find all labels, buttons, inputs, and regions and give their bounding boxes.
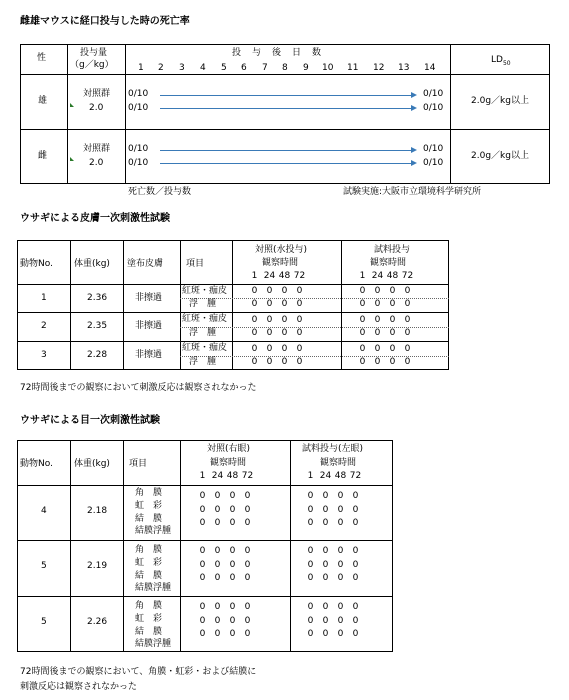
mortality-day1: 0/10 bbox=[128, 103, 149, 113]
ld50-header: $LD_{50}$ bbox=[491, 55, 511, 67]
days-header: 投 与 後 日 数 bbox=[232, 48, 323, 58]
mouse-test-title: 雌雄マウスに経口投与した時の死亡率 bbox=[20, 16, 190, 27]
mortality-day14: 0/10 bbox=[423, 103, 444, 113]
animal-no-header: 動物No. bbox=[20, 459, 53, 469]
table-row: 4 2.18 角 膜 虹 彩 結 膜 結膜浮腫 bbox=[41, 488, 172, 536]
observation-time-header: 観察時間 bbox=[320, 458, 357, 468]
table-row: 3 2.28 非擦過 紅斑・痂皮 浮 腫 bbox=[41, 343, 228, 367]
mortality-day1: 0/10 bbox=[128, 158, 149, 168]
test-header: 試料投与 bbox=[374, 245, 411, 255]
arrow-line bbox=[160, 95, 415, 96]
control-header: 対照(水投与) bbox=[255, 245, 308, 255]
mortality-day1: 0/10 bbox=[128, 144, 149, 154]
footnote-institute: 試験実施:大阪市立環境科学研究所 bbox=[343, 187, 482, 197]
observation-time-header: 観察時間 bbox=[370, 258, 407, 268]
dose-header: 投与量 bbox=[80, 48, 108, 58]
test-eye-header: 試料投与(左眼) bbox=[302, 444, 364, 454]
item-header: 項目 bbox=[186, 259, 205, 269]
dose-value: 2.0 bbox=[89, 103, 104, 113]
table-row: 1 2.36 非擦過 紅斑・痂皮 浮 腫 bbox=[41, 286, 228, 309]
sex-header: 性 bbox=[37, 53, 47, 63]
footnote-mortality: 死亡数／投与数 bbox=[128, 187, 192, 197]
table-row: 5 2.19 角 膜 虹 彩 結 膜 結膜浮腫 bbox=[41, 545, 172, 593]
skin-header: 塗布皮膚 bbox=[127, 259, 164, 269]
arrow-line bbox=[160, 163, 415, 164]
observation-time-header: 観察時間 bbox=[262, 258, 299, 268]
day-numbers: 1 2 3 4 5 6 7 8 9 10 11 12 13 14 bbox=[138, 63, 436, 73]
control-eye-header: 対照(右眼) bbox=[207, 444, 251, 454]
control-group: 対照群 bbox=[83, 89, 111, 99]
hours-header: 1 24 48 72 bbox=[307, 471, 362, 481]
eye-test-title: ウサギによる目一次刺激性試験 bbox=[20, 415, 160, 426]
hours-header: 1 24 48 72 bbox=[199, 471, 254, 481]
weight-header: 体重(kg) bbox=[74, 459, 110, 469]
skin-test-note: 72時間後までの観察において刺激反応は観察されなかった bbox=[20, 383, 257, 393]
weight-header: 体重(kg) bbox=[74, 259, 110, 269]
ld50-value: 2.0g／kg以上 bbox=[471, 96, 529, 106]
mortality-day14: 0/10 bbox=[423, 144, 444, 154]
hours-header: 1 24 48 72 bbox=[359, 271, 414, 281]
skin-test-title: ウサギによる皮膚一次刺激性試験 bbox=[20, 213, 170, 224]
ld50-value: 2.0g／kg以上 bbox=[471, 151, 529, 161]
table-row: 5 2.26 角 膜 虹 彩 結 膜 結膜浮腫 bbox=[41, 601, 172, 649]
sex-female: 雌 bbox=[38, 151, 48, 161]
arrow-line bbox=[160, 108, 415, 109]
item-header: 項目 bbox=[129, 459, 148, 469]
dose-unit: （g／kg） bbox=[70, 60, 114, 70]
hours-header: 1 24 48 72 bbox=[251, 271, 306, 281]
mortality-day14: 0/10 bbox=[423, 158, 444, 168]
mortality-day14: 0/10 bbox=[423, 89, 444, 99]
observation-time-header: 観察時間 bbox=[210, 458, 247, 468]
mortality-day1: 0/10 bbox=[128, 89, 149, 99]
arrow-line bbox=[160, 150, 415, 151]
control-group: 対照群 bbox=[83, 144, 111, 154]
eye-test-note: 刺激反応は観察されなかった bbox=[20, 682, 138, 692]
eye-test-note: 72時間後までの観察において、角膜・虹彩・および結膜に bbox=[20, 667, 257, 677]
animal-no-header: 動物No. bbox=[20, 259, 53, 269]
table-row: 2 2.35 非擦過 紅斑・痂皮 浮 腫 bbox=[41, 314, 228, 338]
sex-male: 雄 bbox=[38, 96, 48, 106]
dose-value: 2.0 bbox=[89, 158, 104, 168]
